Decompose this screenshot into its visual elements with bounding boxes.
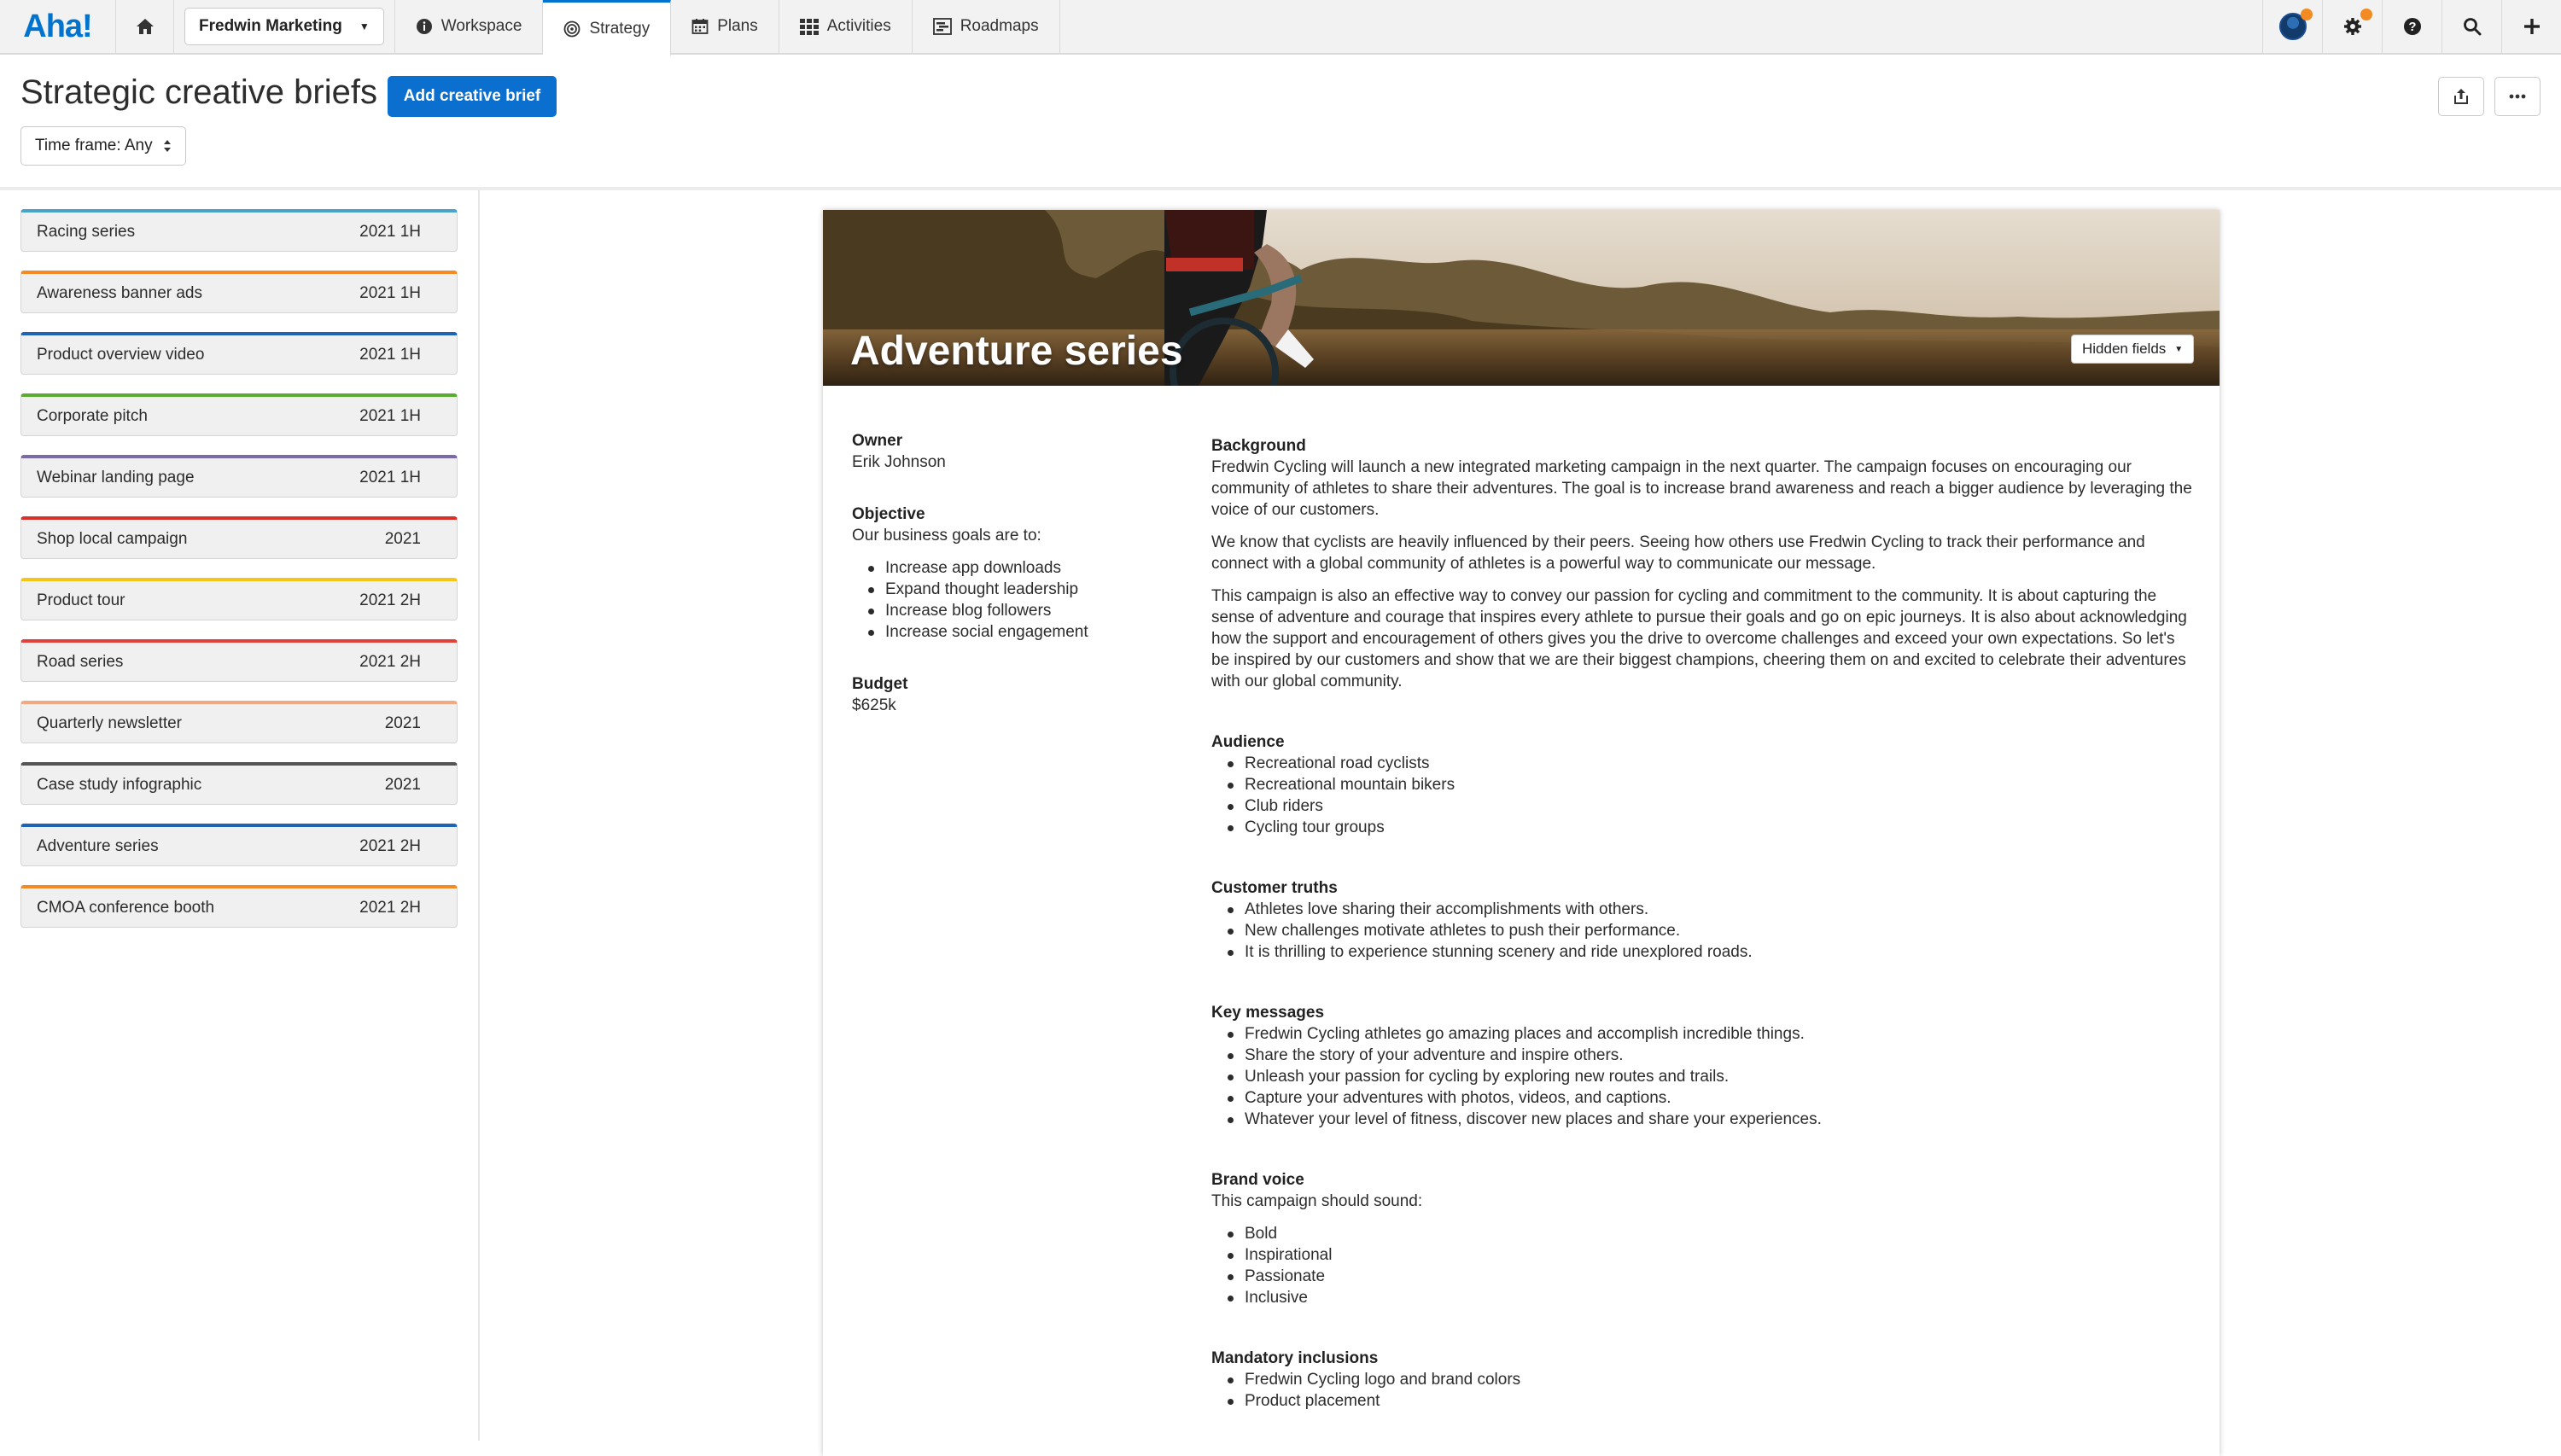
list-item: Recreational mountain bikers: [1211, 774, 2193, 795]
objective-intro: Our business goals are to:: [852, 527, 1041, 545]
brief-card[interactable]: [20, 639, 458, 682]
background-paragraph-2: We know that cyclists are heavily influenced by their peers. Seeing how others use Fredwin Cycling to track their performance and connect with a global community of athletes is a powerful way to communicate our message.: [1211, 533, 2145, 573]
hero-banner: [823, 210, 2220, 386]
brief-card-period: 2021 2H: [359, 591, 421, 609]
timeframe-filter[interactable]: [20, 126, 186, 166]
workspace-name: Fredwin Marketing: [199, 17, 342, 35]
budget-value: $625k: [852, 696, 896, 714]
list-item: It is thrilling to experience stunning scenery and ride unexplored roads.: [1211, 941, 2193, 963]
add-button[interactable]: [2501, 0, 2561, 53]
brief-card-period: 2021 1H: [359, 468, 421, 486]
customer-truths-list: [1211, 899, 2193, 963]
creative-brief-document: [823, 210, 2220, 1456]
audience-list: [1211, 753, 2193, 838]
brief-card-period: 2021 1H: [359, 345, 421, 364]
key-messages-label: Key messages: [1211, 1004, 1325, 1022]
brand-voice-label: Brand voice: [1211, 1171, 1304, 1189]
list-item: Unleash your passion for cycling by exploring new routes and trails.: [1211, 1066, 2193, 1087]
brief-card-period: 2021 1H: [359, 406, 421, 425]
info-circle-icon: [416, 18, 433, 35]
mandatory-inclusions-list: [1211, 1369, 2193, 1412]
list-item: Athletes love sharing their accomplishments with others.: [1211, 899, 2193, 920]
user-avatar-button[interactable]: [2262, 0, 2322, 53]
settings-button[interactable]: [2322, 0, 2382, 53]
gear-icon: [2343, 17, 2362, 36]
brief-card[interactable]: [20, 701, 458, 743]
caret-down-icon: ▼: [2174, 344, 2184, 354]
brief-card[interactable]: [20, 455, 458, 498]
brief-card-name: Adventure series: [37, 836, 159, 855]
brand-voice-intro: This campaign should sound:: [1211, 1192, 1423, 1210]
brief-card[interactable]: [20, 271, 458, 313]
objective-label: Objective: [852, 505, 925, 523]
owner-value: Erik Johnson: [852, 453, 946, 471]
brief-card-period: 2021 2H: [359, 898, 421, 917]
ellipsis-icon: [2509, 94, 2526, 99]
list-item: Increase blog followers: [852, 600, 1176, 621]
help-icon: [2403, 17, 2422, 36]
brief-card-name: Shop local campaign: [37, 529, 188, 548]
brief-card-name: Racing series: [37, 222, 136, 241]
brief-card-period: 2021 1H: [359, 283, 421, 302]
list-item: Club riders: [1211, 795, 2193, 817]
background-label: Background: [1211, 437, 1306, 455]
brief-meta-column: [852, 430, 1176, 716]
list-item: Capture your adventures with photos, videos, and captions.: [1211, 1087, 2193, 1109]
background-paragraph-3: This campaign is also an effective way to convey our passion for cycling and commitment to the community. It is about capturing the sense of adventure and courage that inspires every athlete to pursue their goals and go on epic journeys. It is also about acknowledging how the support and encouragement of others gives you the drive to overcome challenges and exceed your own expectations. So let's be inspired by our customers and show that we are their biggest champions, cheering them on and excited to celebrate their adventures with our global community.: [1211, 587, 2187, 690]
customer-truths-label: Customer truths: [1211, 879, 1338, 897]
home-icon: [136, 18, 155, 35]
settings-notification-dot: [2360, 9, 2372, 20]
workspace-selector-wrap: [174, 0, 395, 53]
caret-down-icon: ▼: [359, 20, 370, 32]
calendar-icon: [691, 18, 709, 35]
brief-card-name: Product tour: [37, 591, 125, 609]
list-item: Product placement: [1211, 1390, 2193, 1412]
svg-text:?: ?: [2407, 20, 2417, 34]
hidden-fields-dropdown[interactable]: [2071, 335, 2194, 364]
brief-card-period: 2021: [384, 529, 421, 548]
tab-strategy-label: Strategy: [589, 20, 650, 38]
brief-card-period: 2021 2H: [359, 652, 421, 671]
list-item: Fredwin Cycling logo and brand colors: [1211, 1369, 2193, 1390]
tab-plans-label: Plans: [717, 17, 758, 35]
brief-list-sidebar: [0, 190, 480, 1441]
brief-card-name: Product overview video: [37, 345, 205, 364]
sort-caret-icon: [163, 139, 172, 153]
brief-card[interactable]: [20, 332, 458, 375]
tab-strategy[interactable]: [543, 0, 671, 55]
list-item: Cycling tour groups: [1211, 817, 2193, 838]
brand-voice-list: [1211, 1223, 2193, 1308]
audience-label: Audience: [1211, 733, 1285, 751]
tab-roadmaps[interactable]: [913, 0, 1060, 53]
list-item: Whatever your level of fitness, discover new places and share your experiences.: [1211, 1109, 2193, 1130]
hidden-fields-label: Hidden fields: [2082, 341, 2167, 357]
list-item: Expand thought leadership: [852, 579, 1176, 600]
list-item: Bold: [1211, 1223, 2193, 1244]
list-item: Recreational road cyclists: [1211, 753, 2193, 774]
add-creative-brief-button[interactable]: Add creative brief: [388, 76, 557, 117]
brief-card[interactable]: [20, 516, 458, 559]
tab-plans[interactable]: [671, 0, 779, 53]
list-item: Increase social engagement: [852, 621, 1176, 643]
brief-content-column: [1211, 435, 2193, 1412]
list-item: Increase app downloads: [852, 557, 1176, 579]
brief-card-period: 2021 2H: [359, 836, 421, 855]
brief-card-name: Corporate pitch: [37, 406, 148, 425]
tab-activities[interactable]: [779, 0, 913, 53]
objective-list: [852, 557, 1176, 643]
roadmap-icon: [933, 18, 952, 35]
list-item: Fredwin Cycling athletes go amazing places and accomplish incredible things.: [1211, 1023, 2193, 1045]
brief-card[interactable]: [20, 824, 458, 866]
brief-card-period: 2021: [384, 775, 421, 794]
help-button[interactable]: [2382, 0, 2441, 53]
tab-roadmaps-label: Roadmaps: [960, 17, 1039, 35]
tab-workspace[interactable]: [395, 0, 544, 53]
brief-card[interactable]: [20, 762, 458, 805]
brief-card-name: CMOA conference booth: [37, 898, 215, 917]
brief-card[interactable]: [20, 209, 458, 252]
home-button[interactable]: [116, 0, 174, 53]
list-item: Inclusive: [1211, 1287, 2193, 1308]
plus-icon: [2523, 18, 2541, 35]
brief-title: Adventure series: [850, 329, 1183, 374]
key-messages-list: [1211, 1023, 2193, 1130]
target-icon: [563, 20, 580, 38]
share-icon: [2453, 88, 2469, 105]
list-item: Inspirational: [1211, 1244, 2193, 1266]
search-button[interactable]: [2441, 0, 2501, 53]
brief-card-name: Case study infographic: [37, 775, 202, 794]
list-item: New challenges motivate athletes to push their performance.: [1211, 920, 2193, 941]
brief-card-period: 2021 1H: [359, 222, 421, 241]
brief-card-name: Awareness banner ads: [37, 283, 202, 302]
list-item: Share the story of your adventure and inspire others.: [1211, 1045, 2193, 1066]
background-paragraph-1: Fredwin Cycling will launch a new integrated marketing campaign in the next quarter. The campaign focuses on encouraging our community of athletes to share their adventures. The goal is to increase brand awareness and reach a bigger audience by leveraging the voice of our customers.: [1211, 458, 2192, 519]
brief-card[interactable]: [20, 578, 458, 620]
share-button[interactable]: [2438, 77, 2484, 116]
brief-card-name: Webinar landing page: [37, 468, 195, 486]
timeframe-label: Time frame: Any: [35, 137, 153, 154]
grid-icon: [800, 18, 819, 35]
brief-card-period: 2021: [384, 713, 421, 732]
list-item: Passionate: [1211, 1266, 2193, 1287]
top-nav: [0, 0, 2561, 55]
brief-card-name: Quarterly newsletter: [37, 713, 183, 732]
notification-dot: [2301, 9, 2313, 20]
nav-right-tools: [2262, 0, 2561, 53]
more-options-button[interactable]: [2494, 77, 2541, 116]
brief-card[interactable]: [20, 885, 458, 928]
brief-card-name: Road series: [37, 652, 124, 671]
mandatory-inclusions-label: Mandatory inclusions: [1211, 1349, 1379, 1367]
search-icon: [2463, 17, 2482, 36]
aha-logo[interactable]: Aha!: [0, 0, 116, 53]
page-title: Strategic creative briefs: [20, 73, 377, 111]
budget-label: Budget: [852, 675, 908, 693]
brief-card[interactable]: [20, 393, 458, 436]
tab-workspace-label: Workspace: [440, 17, 522, 35]
workspace-selector[interactable]: [184, 8, 384, 45]
tab-activities-label: Activities: [826, 17, 891, 35]
owner-label: Owner: [852, 432, 903, 450]
